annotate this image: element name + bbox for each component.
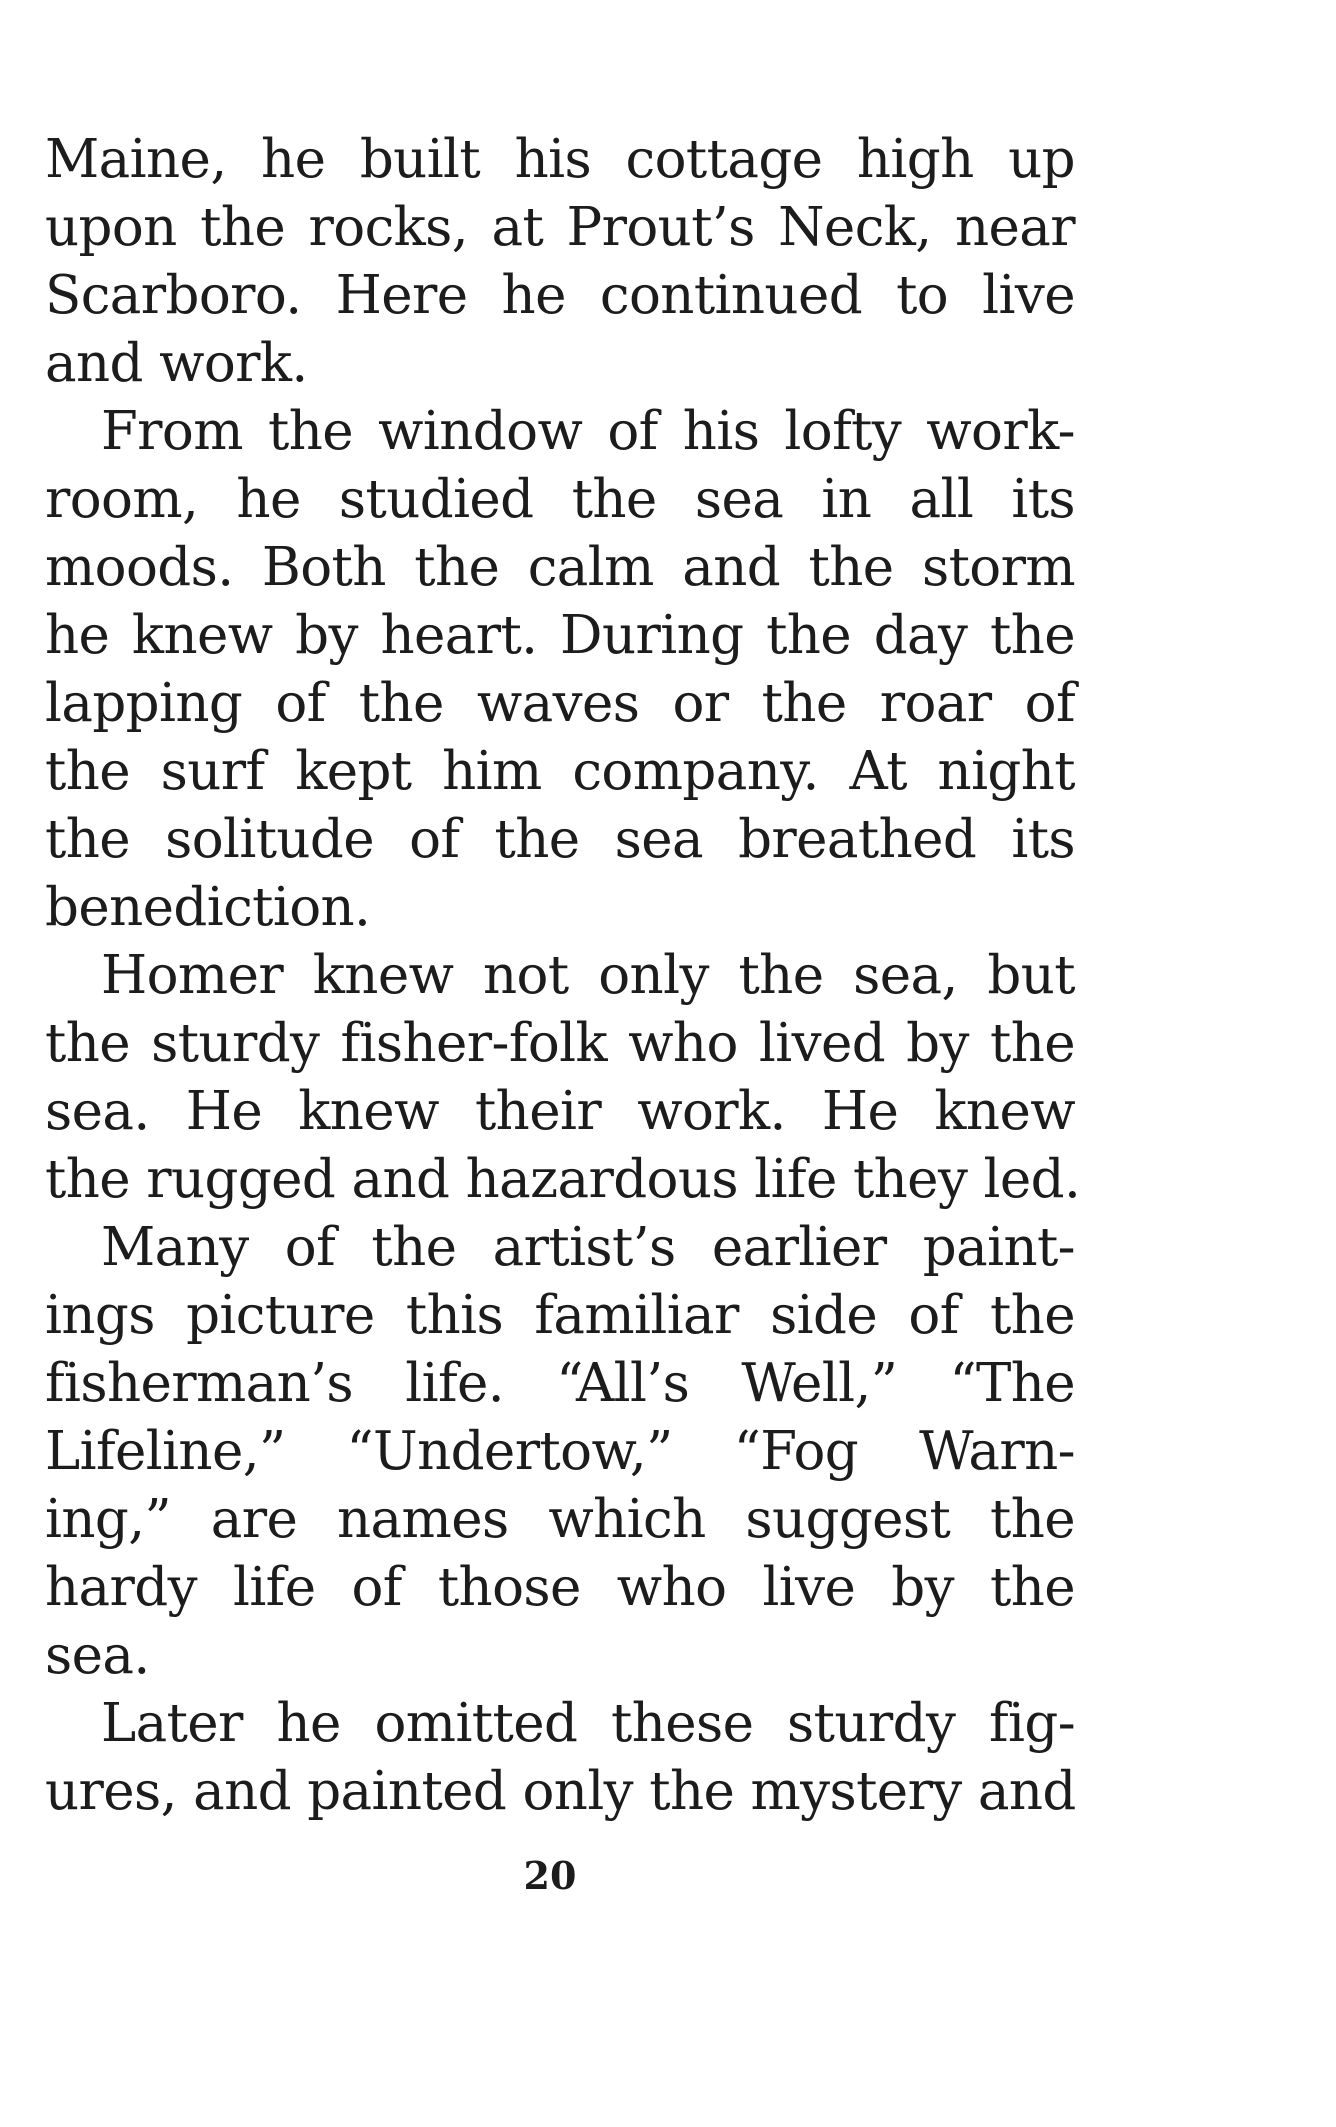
text-line: fisherman’s life. “All’s Well,” “The bbox=[45, 1353, 1075, 1414]
text-line: benediction. bbox=[45, 877, 371, 938]
paragraph bbox=[45, 1690, 1075, 1826]
text-line: sea. bbox=[45, 1625, 150, 1686]
text-line: Many of the artist’s earlier paint- bbox=[101, 1217, 1075, 1278]
page-number: 20 bbox=[523, 1853, 577, 1898]
paragraph bbox=[45, 942, 1081, 1214]
text-line: ings picture this familiar side of the bbox=[45, 1285, 1075, 1346]
text-line: Later he omitted these sturdy fig- bbox=[101, 1693, 1075, 1754]
text-line: From the window of his lofty work- bbox=[101, 401, 1075, 462]
text-line: sea. He knew their work. He knew bbox=[45, 1081, 1075, 1142]
text-line: moods. Both the calm and the storm bbox=[45, 537, 1075, 598]
body-text bbox=[45, 126, 1081, 1826]
text-line: and work. bbox=[45, 333, 308, 394]
text-line: the sturdy fisher-folk who lived by the bbox=[45, 1013, 1075, 1074]
paragraph bbox=[45, 1214, 1075, 1690]
text-line: hardy life of those who live by the bbox=[45, 1557, 1075, 1618]
text-line: Lifeline,” “Undertow,” “Fog Warn- bbox=[45, 1421, 1075, 1482]
text-line: the rugged and hazardous life they led. bbox=[45, 1149, 1081, 1210]
text-line: Homer knew not only the sea, but bbox=[101, 945, 1075, 1006]
text-line: the solitude of the sea breathed its bbox=[45, 809, 1075, 870]
text-line: Maine, he built his cottage high up bbox=[45, 129, 1075, 190]
paragraph bbox=[45, 398, 1075, 942]
text-line: room, he studied the sea in all its bbox=[45, 469, 1075, 530]
paragraph bbox=[45, 126, 1075, 398]
text-line: Scarboro. Here he continued to live bbox=[45, 265, 1075, 326]
text-line: ures, and painted only the mystery and bbox=[45, 1761, 1076, 1822]
text-line: ing,” are names which suggest the bbox=[45, 1489, 1075, 1550]
text-line: the surf kept him company. At night bbox=[45, 741, 1075, 802]
text-line: lapping of the waves or the roar of bbox=[45, 673, 1075, 734]
text-line: he knew by heart. During the day the bbox=[45, 605, 1075, 666]
text-line: upon the rocks, at Prout’s Neck, near bbox=[45, 197, 1075, 258]
